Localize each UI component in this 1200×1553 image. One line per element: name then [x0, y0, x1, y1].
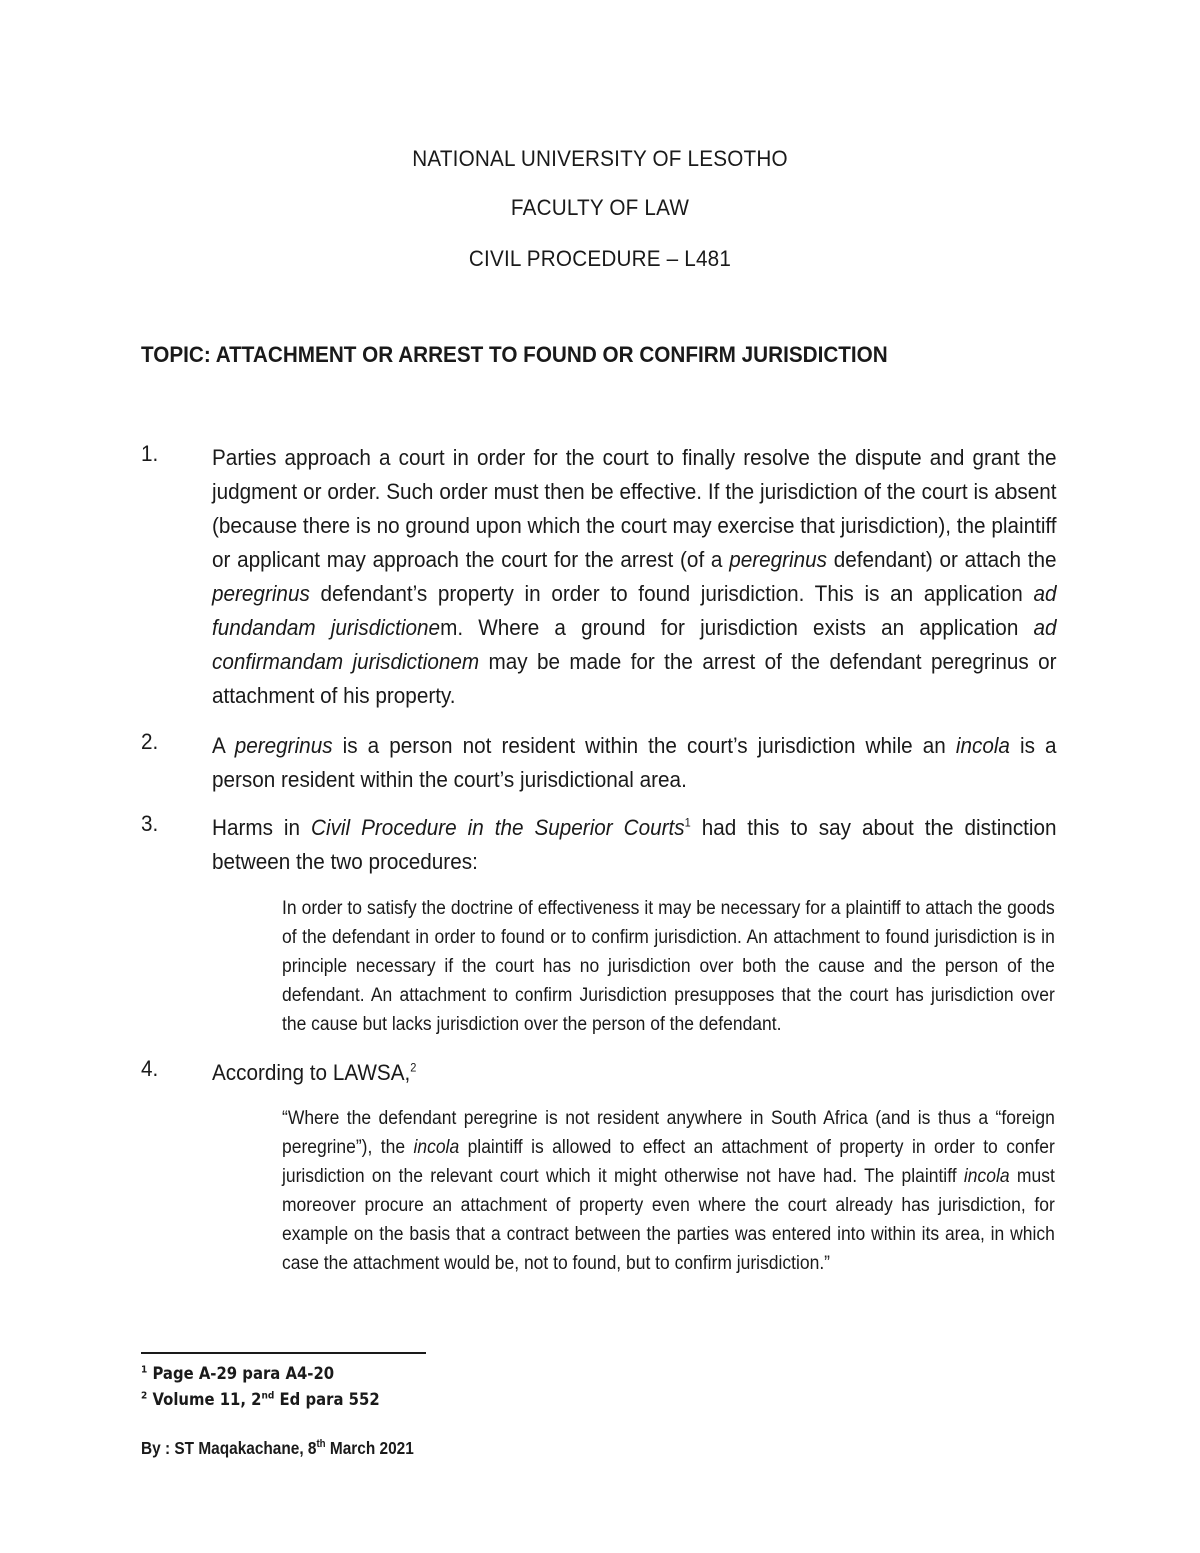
item-text	[212, 1056, 1057, 1090]
footnote-reference: 2	[410, 1060, 417, 1075]
footnote-1	[141, 1364, 334, 1383]
text-run: may be made for the arrest of the defendant peregrinus or attachment of his property.	[212, 649, 1057, 708]
footnote-marker: 2	[141, 1390, 148, 1402]
block-quote-lawsa	[282, 1104, 1055, 1278]
footnote-text: Page A-29 para A4-20	[147, 1364, 335, 1383]
italic-text: peregrinus	[234, 733, 333, 758]
item-number: 2.	[141, 729, 159, 754]
text-run: m. Where a ground for jurisdiction exists an application	[440, 615, 1034, 640]
university-name: NATIONAL UNIVERSITY OF LESOTHO	[412, 146, 788, 171]
italic-text: Civil Procedure in the Superior Courts	[311, 815, 685, 840]
italic-text: peregrinus	[729, 547, 828, 572]
topic-heading: TOPIC: ATTACHMENT OR ARREST TO FOUND OR CONFIRM JURISDICTION	[141, 342, 888, 367]
author-name: By : ST Maqakachane, 8	[141, 1438, 317, 1458]
text-run: Harms in	[212, 815, 312, 840]
text-run: “Where the defendant peregrine is not resident anywhere in South Africa (and is thus a “foreign peregrine”), the	[282, 1108, 1055, 1158]
item-text	[212, 729, 1057, 797]
italic-text: incola	[955, 733, 1010, 758]
text-run: is a person resident within the court’s jurisdictional area.	[212, 733, 1057, 792]
author-date: March 2021	[325, 1438, 414, 1458]
italic-text: incola	[413, 1137, 460, 1158]
text-run: is a person not resident within the court’s jurisdiction while an	[332, 733, 956, 758]
italic-text: peregrinus	[212, 581, 310, 606]
text-run: defendant) or attach the	[827, 547, 1057, 572]
text-run: In order to satisfy the doctrine of effectiveness it may be necessary for a plaintiff to attach the goods of the defendant in order to found or to confirm jurisdiction. An attachment to found jurisdiction is in principle necessary if the court has no jurisdiction over both the cause and the person of the defendant. An attachment to confirm Jurisdiction presupposes that the court has jurisdiction over the cause but lacks jurisdiction over the person of the defendant.	[282, 898, 1055, 1035]
item-text	[212, 441, 1057, 713]
italic-text: incola	[963, 1166, 1010, 1187]
faculty-name: FACULTY OF LAW	[510, 195, 690, 220]
item-text	[212, 811, 1057, 879]
block-quote-harms	[282, 894, 1055, 1039]
item-number: 4.	[141, 1056, 159, 1081]
text-run: A	[212, 733, 235, 758]
course-title: CIVIL PROCEDURE – L481	[468, 246, 732, 271]
text-run: defendant’s property in order to found jurisdiction. This is an application	[309, 581, 1034, 606]
text-run: must moreover procure an attachment of property even where the court already has jurisdiction, for example on the basis that a contract between the parties was entered into within its area, in which case the attachment would be, not to found, but to confirm jurisdiction.”	[282, 1166, 1055, 1274]
footnote-2	[141, 1390, 380, 1409]
author-line	[141, 1438, 414, 1459]
text-run: Parties approach a court in order for the court to finally resolve the dispute and grant the judgment or order. Such order must then be effective. If the jurisdiction of the court is absent (because there is no ground upon which the court may exercise that jurisdiction), the plaintiff or applicant may approach the court for the arrest (of a	[212, 445, 1057, 572]
ordinal-suffix: th	[316, 1438, 326, 1451]
ordinal-suffix: nd	[261, 1390, 275, 1402]
text-run: plaintiff is allowed to effect an attachment of property in order to confer jurisdiction on the relevant court which it might otherwise not have had. The plaintiff	[282, 1137, 1055, 1187]
italic-text: ad confirmandam jurisdictionem	[212, 615, 1057, 674]
footnote-reference: 1	[684, 815, 691, 830]
item-number: 3.	[141, 811, 159, 836]
text-run: According to LAWSA,	[212, 1060, 411, 1085]
item-number: 1.	[141, 441, 159, 466]
footnote-marker: 1	[141, 1364, 148, 1376]
text-run: had this to say about the distinction between the two procedures:	[212, 815, 1057, 874]
italic-text: ad fundandam jurisdictione	[212, 581, 1057, 640]
footnote-separator	[141, 1352, 426, 1354]
footnote-text: Volume 11, 2	[147, 1390, 262, 1409]
footnote-text-end: Ed para 552	[274, 1390, 380, 1409]
